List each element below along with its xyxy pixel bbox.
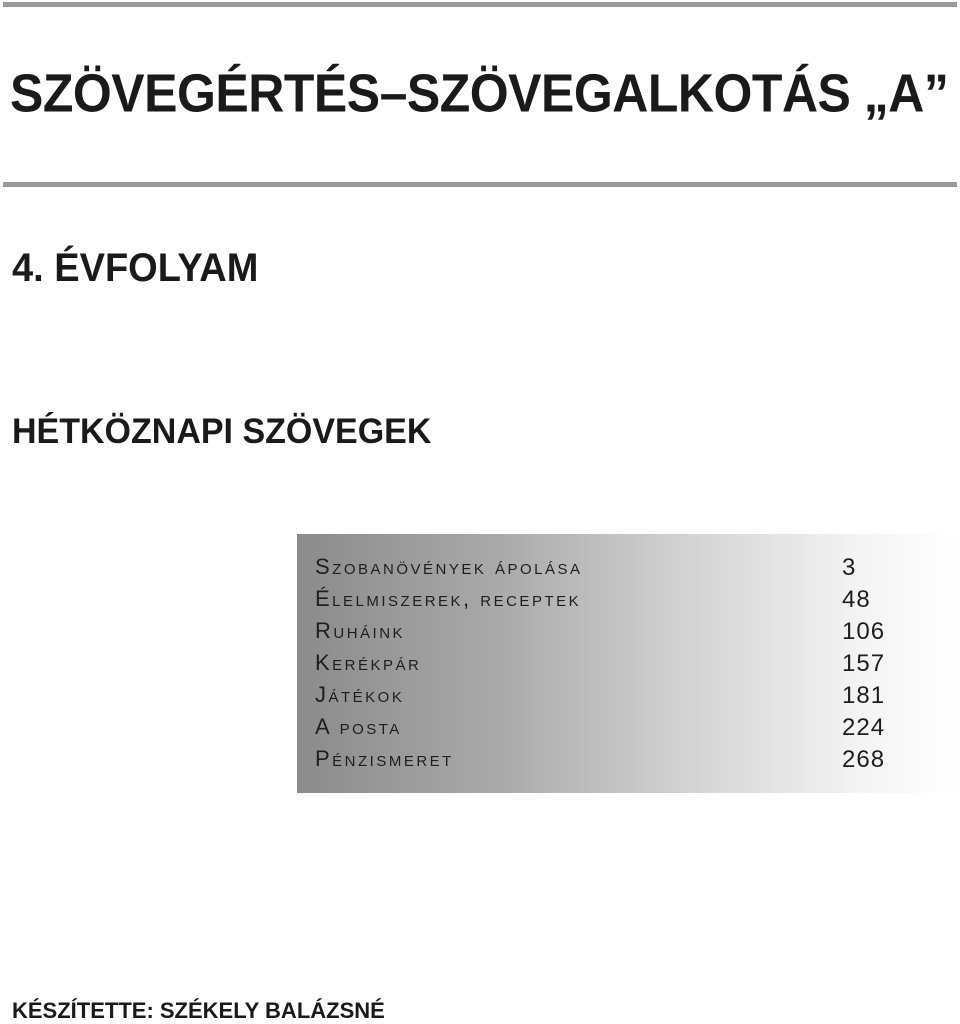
toc-item[interactable] (315, 554, 960, 586)
toc-item[interactable] (315, 650, 960, 682)
grade-heading: 4. ÉVFOLYAM (12, 246, 259, 291)
toc-item-page: 224 (842, 714, 886, 741)
toc-item-label: Kerékpár (315, 650, 422, 675)
toc-item[interactable] (315, 746, 960, 778)
table-of-contents (297, 534, 960, 793)
toc-item-label: Szobanövények ápolása (315, 554, 583, 579)
section-subtitle: HÉTKÖZNAPI SZÖVEGEK (12, 412, 432, 452)
title-divider (3, 182, 957, 187)
toc-item-label: Játékok (315, 682, 405, 707)
toc-item-page: 268 (842, 746, 886, 773)
toc-item-label: Élelmiszerek, receptek (315, 586, 582, 611)
toc-item-page: 3 (842, 554, 857, 581)
toc-item[interactable] (315, 618, 960, 650)
toc-item-label: Ruháink (315, 618, 406, 643)
toc-item-page: 181 (842, 682, 886, 709)
toc-item-page: 106 (842, 618, 886, 645)
top-divider (3, 2, 957, 7)
toc-item-label: Pénzismeret (315, 746, 454, 771)
toc-item[interactable] (315, 714, 960, 746)
toc-item[interactable] (315, 586, 960, 618)
toc-item[interactable] (315, 682, 960, 714)
author-credit: KÉSZÍTETTE: SZÉKELY BALÁZSNÉ (12, 998, 385, 1023)
toc-item-page: 157 (842, 650, 886, 677)
toc-item-page: 48 (842, 586, 871, 613)
document-title: SZÖVEGÉRTÉS–SZÖVEGALKOTÁS „A” (10, 63, 949, 124)
toc-item-label: A posta (315, 714, 402, 739)
